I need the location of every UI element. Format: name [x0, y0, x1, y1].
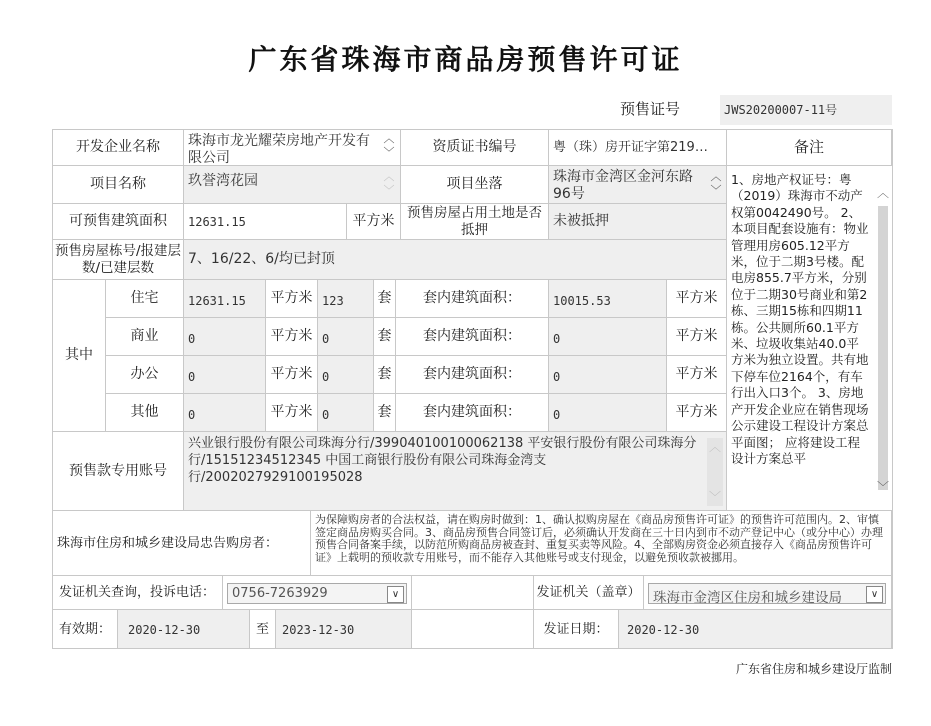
breakdown-inner-unit: 平方米 — [667, 280, 727, 318]
issuer-select[interactable] — [648, 583, 886, 604]
breakdown-inner-unit: 平方米 — [667, 318, 727, 356]
breakdown-area-unit: 平方米 — [266, 280, 318, 318]
presale-area-label: 可预售建筑面积 — [53, 204, 184, 240]
breakdown-inner-field[interactable]: 10015.53 — [549, 280, 667, 318]
breakdown-inner-label: 套内建筑面积： — [396, 394, 549, 432]
breakdown-inner-unit: 平方米 — [667, 356, 727, 394]
breakdown-inner-unit: 平方米 — [667, 394, 727, 432]
breakdown-count-unit: 套 — [374, 394, 396, 432]
issuer-label: 发证机关（盖章） — [534, 576, 644, 610]
breakdown-area-unit: 平方米 — [266, 356, 318, 394]
presale-area-field[interactable]: 12631.15 — [184, 204, 347, 240]
building-info-label: 预售房屋栋号/报建层数/已建层数 — [53, 240, 184, 280]
breakdown-area-unit: 平方米 — [266, 394, 318, 432]
presale-area-unit: 平方米 — [347, 204, 401, 240]
breakdown-area-field[interactable]: 0 — [184, 394, 266, 432]
hotline-select[interactable] — [227, 583, 407, 604]
scroll-down-icon[interactable]: ﹀ — [708, 490, 721, 504]
validity-to-label: 至 — [250, 610, 276, 649]
hotline-cell — [223, 576, 412, 610]
project-spinner-icon[interactable]: ︿ ﹀ — [383, 170, 395, 197]
project-name-label: 项目名称 — [53, 166, 184, 204]
issuer-value: 珠海市金湾区住房和城乡建设局 — [653, 590, 842, 606]
validity-to-field[interactable]: 2023-12-30 — [276, 610, 412, 649]
breakdown-area-field[interactable]: 12631.15 — [184, 280, 266, 318]
scroll-up-icon[interactable]: ︿ — [708, 440, 721, 454]
cert-no-label: 预售证号 — [619, 99, 680, 118]
table-right-border — [892, 129, 893, 649]
notice-text: 为保障购房者的合法权益，请在购房时做到：1、确认拟购房屋在《商品房预售许可证》的预售许可范围内。2、审慎签定商品房购买合同。3、商品房预售合同签订后，必须确认开发商在三十日内到市不动产登记中心（或分中心）办理预售合同备案手续，以防范所购商品房被查封、重复买卖等风险。4、全部购房资金必须直接存入《商品房预售许可证》上载明的预收款专用账号，而不能存入其他账号或支付现金，以避免预收款被挪用。 — [311, 511, 892, 576]
issue-date-label: 发证日期： — [534, 610, 619, 649]
breakdown-count-unit: 套 — [374, 280, 396, 318]
breakdown-inner-label: 套内建筑面积： — [396, 318, 549, 356]
remarks-scrollbar[interactable] — [876, 170, 890, 504]
developer-field[interactable]: 珠海市龙光耀荣房地产开发有限公司 — [184, 130, 401, 166]
page-title: 广东省珠海市商品房预售许可证 — [248, 43, 683, 76]
breakdown-type-label: 其他 — [106, 394, 184, 432]
project-name-field[interactable]: 玖誉湾花园 — [184, 166, 401, 204]
remarks-text: 1、房地产权证号：粤（2019）珠海市不动产权第0042490号。 2、本项目配套设施有：物业管理用房605.12平方米，位于二期3号楼。配电房855.7平方米，分别位于二期30号商业和第2栋、三期15栋和四期11栋。公共厕所60.1平方米、垃圾收集站40.0平方米为独立设置。共有地下停车位2164个，有车行出入口3个。 3、房地产开发企业应在销售现场公示建设工程设计方案总平面图； 应将建设工程设计方案总平 — [731, 172, 869, 466]
breakdown-group-label: 其中 — [53, 280, 106, 432]
breakdown-inner-label: 套内建筑面积： — [396, 280, 549, 318]
breakdown-count-field[interactable]: 123 — [318, 280, 374, 318]
scroll-up-icon[interactable]: ︿ — [876, 186, 889, 200]
breakdown-type-label: 商业 — [106, 318, 184, 356]
accounts-field[interactable]: 兴业银行股份有限公司珠海分行/399040100100062138 平安银行股份有限公司珠海分行/15151234512345 中国工商银行股份有限公司珠海金湾支行/2002027929100195028 — [184, 432, 727, 511]
breakdown-area-unit: 平方米 — [266, 318, 318, 356]
breakdown-type-label: 办公 — [106, 356, 184, 394]
scroll-thumb[interactable] — [878, 206, 888, 490]
breakdown-area-field[interactable]: 0 — [184, 356, 266, 394]
notice-label: 珠海市住房和城乡建设局忠告购房者： — [53, 511, 311, 576]
blank-cell — [412, 576, 534, 610]
validity-label: 有效期： — [53, 610, 118, 649]
qualification-label: 资质证书编号 — [401, 130, 549, 166]
scroll-down-icon[interactable]: ﹀ — [876, 480, 889, 494]
breakdown-area-field[interactable]: 0 — [184, 318, 266, 356]
location-label: 项目坐落 — [401, 166, 549, 204]
mortgage-field[interactable]: 未被抵押 — [549, 204, 727, 240]
breakdown-inner-field[interactable]: 0 — [549, 318, 667, 356]
breakdown-count-field[interactable]: 0 — [318, 318, 374, 356]
issue-date-field[interactable]: 2020-12-30 — [619, 610, 892, 649]
chevron-down-icon[interactable]: ∨ — [866, 586, 883, 603]
location-field[interactable]: 珠海市金湾区金河东路96号 — [549, 166, 727, 204]
breakdown-count-unit: 套 — [374, 356, 396, 394]
location-spinner-icon[interactable]: ︿ ﹀ — [710, 170, 722, 197]
breakdown-count-unit: 套 — [374, 318, 396, 356]
breakdown-inner-field[interactable]: 0 — [549, 394, 667, 432]
accounts-label: 预售款专用账号 — [53, 432, 184, 511]
mortgage-label: 预售房屋占用土地是否抵押 — [401, 204, 549, 240]
hotline-value: 0756-7263929 — [232, 586, 328, 601]
cert-no-field[interactable]: JWS20200007-11号 — [720, 95, 892, 125]
chevron-down-icon[interactable]: ∨ — [387, 586, 404, 603]
breakdown-type-label: 住宅 — [106, 280, 184, 318]
issuer-cell — [644, 576, 892, 610]
accounts-scrollbar[interactable] — [707, 438, 723, 506]
breakdown-count-field[interactable]: 0 — [318, 394, 374, 432]
developer-spinner-icon[interactable]: ︿ ﹀ — [383, 132, 395, 159]
validity-from-field[interactable]: 2020-12-30 — [118, 610, 250, 649]
building-info-field[interactable]: 7、16/22、6/均已封顶 — [184, 240, 727, 280]
developer-label: 开发企业名称 — [53, 130, 184, 166]
breakdown-inner-field[interactable]: 0 — [549, 356, 667, 394]
remarks-label: 备注 — [727, 130, 892, 166]
breakdown-inner-label: 套内建筑面积： — [396, 356, 549, 394]
remarks-box[interactable] — [727, 166, 892, 511]
qualification-field[interactable]: 粤（珠）房开证字第219… — [549, 130, 727, 166]
breakdown-count-field[interactable]: 0 — [318, 356, 374, 394]
footer-text: 广东省住房和城乡建设厅监制 — [735, 662, 892, 676]
blank-cell — [412, 610, 534, 649]
hotline-label: 发证机关查询，投诉电话： — [53, 576, 223, 610]
